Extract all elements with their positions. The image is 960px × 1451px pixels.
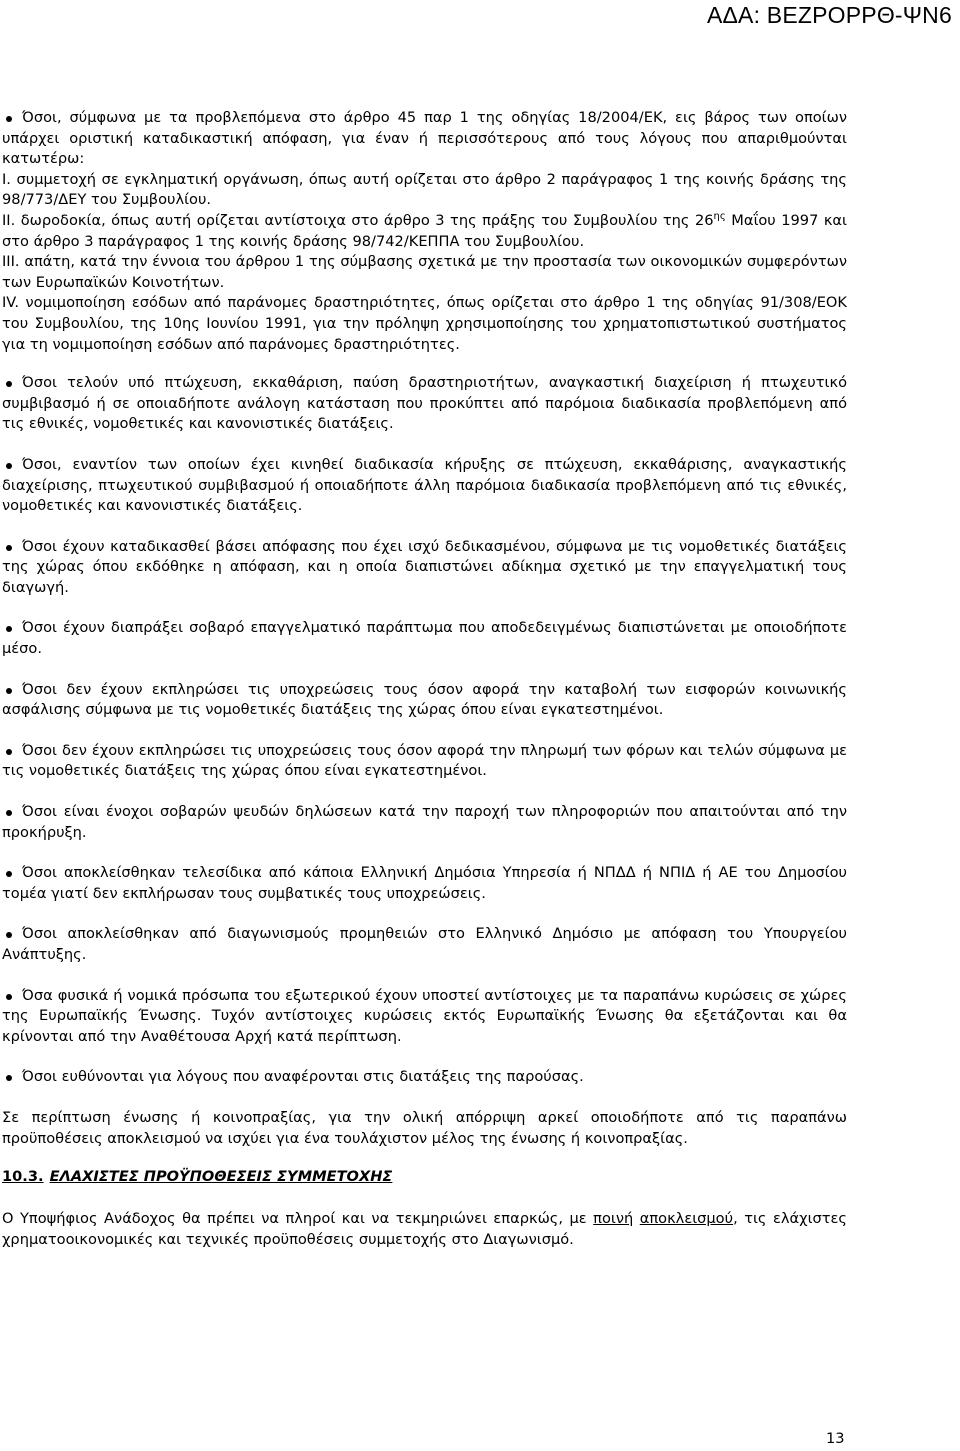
list-item (0, 924, 960, 965)
list-item (0, 618, 960, 659)
section-title: ΕΛΑΧΙΣΤΕΣ ΠΡΟΫΠΟΘΕΣΕΙΣ ΣΥΜΜΕΤΟΧΗΣ (49, 1168, 393, 1186)
underlined-penalty: ποινή (593, 1210, 634, 1228)
bullet-text: Όσοι ευθύνονται για λόγους που αναφέρονται στις διατάξεις της παρούσας. (22, 1068, 584, 1086)
final-text-2: , τις ελάχιστες χρηματοοικονομικές και τεχνικές προϋποθέσεις συμμετοχής στο Διαγωνισμό. (2, 1210, 847, 1248)
bullet-icon (6, 749, 12, 755)
list-item (0, 373, 960, 435)
sub-item-1: Ι. συμμετοχή σε εγκληματική οργάνωση, όπως αυτή ορίζεται στο άρθρο 2 παράγραφος 1 της κοινής δράσης της 98/773/ΔΕΥ του Συμβουλίου. (2, 170, 847, 209)
bullet-text: Όσα φυσικά ή νομικά πρόσωπα του εξωτερικού έχουν υποστεί αντίστοιχες με τα παραπάνω κυρώσεις σε χώρες της Ευρωπαϊκής Ένωσης. Τυχόν αντίστοιχες κυρώσεις εκτός Ευρωπαϊκής Ένωσης θα εξετάζονται και θα κρίνονται από την Αναθέτουσα Αρχή κατά περίπτωση. (2, 986, 847, 1045)
bullet-icon (6, 463, 12, 469)
bullet-text: Όσοι δεν έχουν εκπληρώσει τις υποχρεώσεις τους όσον αφορά την πληρωμή των φόρων και τελών σύμφωνα με τις νομοθετικές διατάξεις της χώρας όπου είναι εγκατεστημένοι. (2, 741, 847, 780)
document-body (0, 108, 960, 1269)
list-item (0, 863, 960, 904)
bullet-icon (6, 994, 12, 1000)
list-item (0, 537, 960, 599)
bullet-text: Όσοι, εναντίον των οποίων έχει κινηθεί διαδικασία κήρυξης σε πτώχευση, εκκαθάρισης, αναγκαστικής διαχείρισης, πτωχευτικού συμβιβασμού ή οποιαδήποτε άλλη παρόμοια διαδικασία προβλεπόμενη από τις εθνικές, νομοθετικές και κανονιστικές διατάξεις. (2, 455, 847, 515)
sub-item-2: ΙΙ. δωροδοκία, όπως αυτή ορίζεται αντίστοιχα στο άρθρο 3 της πράξης του Συμβουλίου της $26^{\eta\varsigma}$ Μαΐου 1997 και στο άρθρο 3 παράγραφος 1 της κοινής δράσης 98/742/ΚΕΠΠΑ του Συμβουλίου. (2, 211, 847, 250)
list-item (0, 455, 960, 517)
list-item (0, 108, 960, 355)
bullet-icon (6, 116, 12, 122)
list-item (0, 741, 960, 782)
list-item (0, 1067, 960, 1088)
list-item (0, 802, 960, 843)
list-item (0, 680, 960, 721)
page-number: 13 (826, 1430, 845, 1447)
ada-code: ΑΔΑ: ΒΕΖΡΟΡΡΘ-ΨΝ6 (706, 2, 952, 28)
bullet-text: Όσοι αποκλείσθηκαν από διαγωνισμούς προμηθειών στο Ελληνικό Δημόσιο με απόφαση του Υπουργείου Ανάπτυξης. (2, 925, 847, 963)
bullet-icon (6, 688, 12, 694)
sub-item-4: ΙV. νομιμοποίηση εσόδων από παράνομες δραστηριότητες, όπως ορίζεται στο άρθρο 1 της οδηγίας 91/308/ΕΟΚ του Συμβουλίου, της 10ης Ιουνίου 1991, για την πρόληψη χρησιμοποίησης του χρηματοπιστωτικού συστήματος για τη νομιμοποίηση εσόδων από παράνομες δραστηριότητες. (2, 294, 847, 353)
bullet-text: Όσοι δεν έχουν εκπληρώσει τις υποχρεώσεις τους όσον αφορά την καταβολή των εισφορών κοινωνικής ασφάλισης σύμφωνα με τις νομοθετικές διατάξεις της χώρας όπου είναι εγκατεστημένοι. (2, 680, 847, 719)
bullet-icon (6, 545, 12, 551)
bullet-text: Όσοι τελούν υπό πτώχευση, εκκαθάριση, παύση δραστηριοτήτων, αναγκαστική διαχείριση ή πτωχευτικό συμβιβασμό ή σε οποιαδήποτε ανάλογη κατάσταση που προκύπτει από παρόμοια διαδικασία προβλεπόμενη από τις εθνικές, νομοθετικές και κανονιστικές διατάξεις. (2, 374, 847, 433)
intro-text: Όσοι, σύμφωνα με τα προβλεπόμενα στο άρθρο 45 παρ 1 της οδηγίας 18/2004/ΕΚ, εις βάρος των οποίων υπάρχει οριστική καταδικαστική απόφαση, για έναν ή περισσότερους από τους λόγους που απαριθμούνται κατωτέρω: (2, 109, 847, 168)
section-number: 10.3. (2, 1168, 44, 1186)
section-heading (2, 1168, 960, 1185)
joint-venture-paragraph: Σε περίπτωση ένωσης ή κοινοπραξίας, για την ολική απόρριψη αρκεί οποιοδήποτε από τις παραπάνω προϋποθέσεις αποκλεισμού να ισχύει για ένα τουλάχιστον μέλος της ένωσης ή κοινοπραξίας. (2, 1108, 847, 1147)
final-paragraph (0, 1209, 847, 1250)
bullet-icon (6, 810, 12, 816)
final-text-1: Ο Υποψήφιος Ανάδοχος θα πρέπει να πληροί και να τεκμηριώνει επαρκώς, με (2, 1210, 594, 1228)
bullet-text: Όσοι έχουν καταδικασθεί βάσει απόφασης που έχει ισχύ δεδικασμένου, σύμφωνα με τις νομοθετικές διατάξεις της χώρας όπου εκδόθηκε η απόφαση, και η οποία διαπιστώνει αδίκημα σχετικό με την επαγγελματική τους διαγωγή. (2, 537, 847, 596)
list-item (0, 986, 960, 1048)
bullet-text: Όσοι έχουν διαπράξει σοβαρό επαγγελματικό παράπτωμα που αποδεδειγμένως διαπιστώνεται με οποιοδήποτε μέσο. (2, 619, 847, 658)
bullet-text: Όσοι είναι ένοχοι σοβαρών ψευδών δηλώσεων κατά την παροχή των πληροφοριών που απαιτούνται από την προκήρυξη. (2, 803, 847, 841)
bullet-text: Όσοι αποκλείσθηκαν τελεσίδικα από κάποια Ελληνική Δημόσια Υπηρεσία ή ΝΠΔΔ ή ΝΠΙΔ ή ΑΕ του Δημοσίου τομέα γιατί δεν εκπλήρωσαν τους συμβατικές τους υποχρεώσεις. (2, 864, 847, 902)
sub-item-3: ΙΙΙ. απάτη, κατά την έννοια του άρθρου 1 της σύμβασης σχετικά με την προστασία των οικονομικών συμφερόντων των Ευρωπαϊκών Κοινοτήτων. (2, 253, 847, 291)
underlined-exclusion: αποκλεισμού (639, 1210, 734, 1228)
bullet-text (2, 108, 847, 355)
